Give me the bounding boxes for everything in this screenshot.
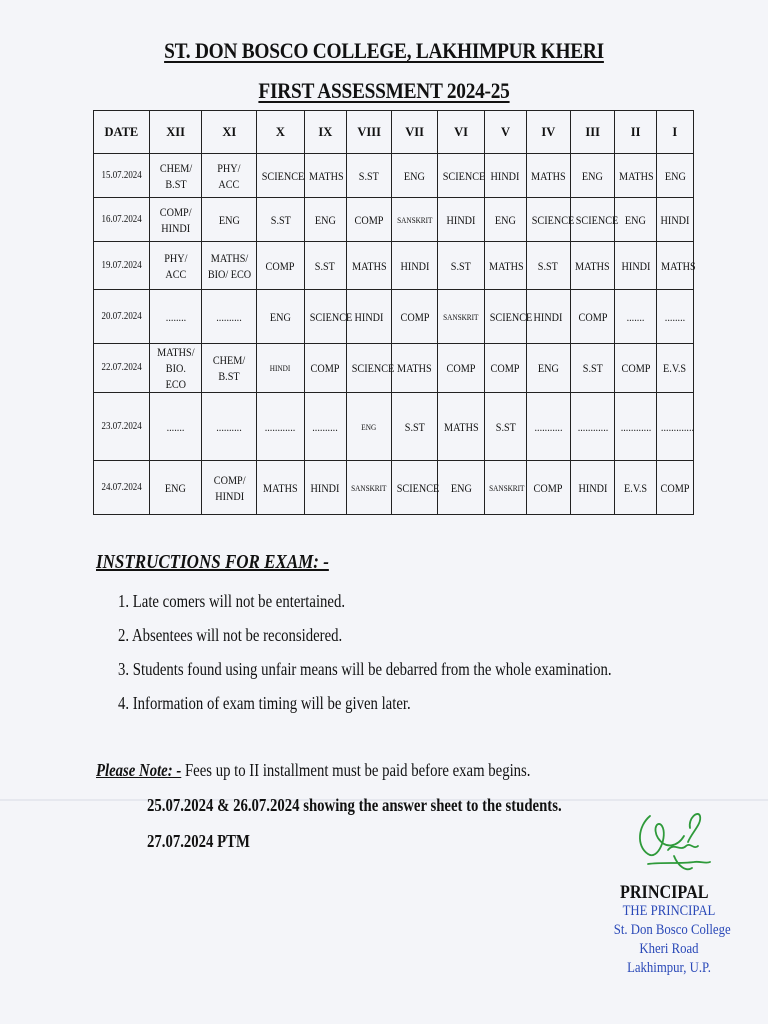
subject-cell [149,198,202,242]
subject-name: COMP/ HINDI [159,204,192,235]
subject-name: ........ [165,309,186,324]
subject-name: ............ [620,419,651,434]
subject-cell [149,154,202,198]
subject-name: MATHS [351,258,387,273]
subject-name: E.V.S [663,361,687,375]
subject-name: MATHS [575,258,611,273]
exam-date-cell [94,242,150,290]
subject-cell [202,344,257,393]
subject-cell [346,290,391,344]
note-label: Please Note: - [96,760,182,780]
exam-date: 15.07.2024 [101,169,142,181]
subject-cell [202,242,257,290]
column-header-class: VIII [346,111,391,154]
schedule-header-row [94,111,694,154]
instruction-item: 3. Students found using unfair means will be debarred from the whole examination. [118,659,612,679]
exam-date: 24.07.2024 [101,481,142,493]
subject-cell [346,344,395,393]
subject-name: SCIENCE [261,168,305,183]
subject-name: SCIENCE [351,361,395,375]
subject-cell [437,198,485,242]
subject-cell [346,461,391,515]
subject-cell [615,393,656,461]
subject-cell [346,242,391,290]
ptm-note: 27.07.2024 PTM [147,831,250,851]
subject-name: SANSKRIT [396,214,433,225]
exam-date: 22.07.2024 [101,362,142,373]
stamp-line: Lakhimpur, U.P. [627,960,711,976]
assessment-title: FIRST ASSESSMENT 2024-25 [258,78,510,103]
subject-name: SANSKRIT [489,482,525,493]
column-header-class: II [615,111,656,154]
subject-cell [485,154,526,198]
schedule-row [94,461,694,515]
subject-name: PHY/ ACC [163,250,188,281]
subject-cell [571,198,619,242]
subject-name: SCIENCE [309,309,352,324]
subject-name: ENG [218,212,240,227]
exam-date-cell [94,198,150,242]
subject-name: S.ST [495,419,516,434]
subject-cell [257,154,305,198]
subject-cell [615,154,656,198]
college-title: ST. DON BOSCO COLLEGE, LAKHIMPUR KHERI [164,38,604,63]
subject-name: HINDI [310,480,340,495]
subject-name: ENG [625,212,647,227]
column-header-date: DATE [94,111,150,154]
subject-name: COMP [578,309,608,324]
subject-cell [485,242,526,290]
subject-cell [615,461,656,515]
subject-name: ........ [664,309,686,324]
subject-cell [149,290,202,344]
column-header-class: XII [149,111,202,154]
subject-name: COMP [491,361,520,375]
subject-name: MATHS [397,361,432,375]
subject-name: CHEM/ B.ST [159,160,192,191]
subject-cell [437,344,485,393]
subject-name: ....... [166,419,185,434]
exam-date: 20.07.2024 [101,310,142,322]
schedule-row [94,154,694,198]
subject-cell [257,461,305,515]
subject-cell [202,154,257,198]
subject-name: HINDI [354,309,384,324]
subject-name: S.ST [404,419,425,434]
exam-date: 23.07.2024 [101,420,142,432]
principal-title: PRINCIPAL [620,882,709,903]
subject-name: HINDI [660,212,690,227]
subject-cell [202,461,257,515]
column-header-class: IV [526,111,570,154]
subject-cell [149,393,202,461]
subject-name: ENG [495,212,516,227]
subject-name: HINDI [446,212,476,227]
subject-name: S.ST [359,168,380,183]
subject-cell [656,154,693,198]
subject-name: ENG [582,168,604,183]
subject-name: MATHS [531,168,566,183]
subject-cell [392,198,437,242]
subject-name: HINDI [400,258,430,273]
subject-name: COMP [621,361,651,375]
subject-cell [656,344,693,393]
subject-cell [257,242,305,290]
subject-name: ENG [537,361,559,375]
subject-cell [485,344,526,393]
instructions-list [118,587,720,723]
subject-name: SANSKRIT [351,482,387,493]
subject-name: S.ST [451,258,472,273]
subject-name: .......... [312,419,339,434]
subject-cell [149,344,202,393]
subject-cell [392,393,437,461]
subject-cell [571,461,615,515]
subject-name: HINDI [270,363,291,373]
subject-cell [571,344,615,393]
column-header-class: IX [304,111,346,154]
subject-cell [202,198,257,242]
subject-cell [392,242,437,290]
subject-name: ENG [269,309,291,324]
subject-name: .......... [216,419,243,434]
subject-cell [304,461,346,515]
subject-name: MATHS [263,480,298,495]
subject-name: CHEM/ B.ST [213,353,246,383]
exam-date: 19.07.2024 [101,259,142,271]
subject-cell [392,461,440,515]
subject-cell [526,154,570,198]
subject-name: ....... [626,309,645,324]
subject-name: S.ST [270,212,291,227]
fees-note [96,760,530,781]
subject-cell [257,198,305,242]
subject-cell [526,344,570,393]
subject-name: SCIENCE [442,168,486,183]
schedule-row [94,344,694,393]
subject-cell [485,198,526,242]
principal-stamp [613,902,731,978]
exam-date-cell [94,393,150,461]
subject-cell [656,242,696,290]
subject-name: ENG [314,212,336,227]
instruction-item: 2. Absentees will not be reconsidered. [118,625,343,645]
instruction-item: 4. Information of exam timing will be given later. [118,693,411,713]
subject-name: MATHS/ BIO/ ECO [207,250,251,281]
subject-cell [615,198,656,242]
subject-name: .......... [216,309,243,324]
subject-name: COMP [265,258,295,273]
subject-name: ............. [660,419,694,434]
subject-cell [346,393,391,461]
subject-cell [526,290,570,344]
column-header-class: III [571,111,615,154]
subject-name: E.V.S [624,480,648,495]
subject-name: COMP/ HINDI [213,472,246,503]
answer-sheet-note: 25.07.2024 & 26.07.2024 showing the answer sheet to the students. [147,795,562,815]
subject-name: COMP [446,361,476,375]
subject-cell [392,344,437,393]
subject-name: S.ST [315,258,336,273]
subject-cell [437,154,485,198]
subject-cell [304,242,346,290]
subject-cell [485,461,526,515]
subject-name: SCIENCE [397,480,440,495]
column-header-class: XI [202,111,257,154]
subject-cell [485,290,533,344]
subject-cell [304,393,346,461]
subject-cell [149,461,202,515]
subject-name: COMP [660,480,690,495]
subject-name: S.ST [582,361,603,375]
subject-name: HINDI [533,309,563,324]
subject-name: SCIENCE [531,212,574,227]
subject-cell [346,198,391,242]
subject-name: ........... [534,419,563,434]
instruction-item: 1. Late comers will not be entertained. [118,591,346,611]
subject-name: MATHS/ BIO. ECO [156,345,195,391]
exam-date-cell [94,344,150,393]
exam-schedule-table [93,110,694,515]
subject-cell [571,242,615,290]
subject-cell [615,344,656,393]
subject-cell [257,344,305,393]
subject-name: ............ [577,419,609,434]
subject-cell [346,154,391,198]
principal-signature [628,806,728,886]
subject-cell [304,198,346,242]
exam-date-cell [94,461,150,515]
subject-name: S.ST [538,258,559,273]
column-header-class: VII [392,111,437,154]
subject-cell [571,393,615,461]
subject-name: MATHS [660,258,696,273]
schedule-row [94,198,694,242]
subject-name: SANSKRIT [443,311,479,322]
subject-cell [437,242,485,290]
subject-cell [656,198,693,242]
subject-cell [615,242,656,290]
subject-name: COMP [354,212,384,227]
subject-name: HINDI [491,168,520,183]
subject-cell [656,290,693,344]
schedule-row [94,290,694,344]
subject-name: HINDI [621,258,651,273]
column-header-class: VI [437,111,485,154]
subject-cell [202,290,257,344]
subject-name: COMP [400,309,430,324]
instructions-heading: INSTRUCTIONS FOR EXAM: - [96,551,329,573]
subject-cell [485,393,526,461]
subject-cell [656,461,693,515]
subject-cell [437,461,485,515]
subject-cell [304,344,346,393]
subject-cell [149,242,202,290]
subject-cell [304,154,346,198]
subject-name: ENG [404,168,426,183]
subject-cell [526,461,570,515]
subject-name: SCIENCE [575,212,619,227]
subject-cell [257,290,305,344]
schedule-row [94,242,694,290]
exam-date-cell [94,154,150,198]
subject-name: ............ [265,419,296,434]
subject-cell [257,393,305,461]
subject-cell [392,154,437,198]
subject-name: PHY/ ACC [217,160,241,191]
subject-cell [304,290,352,344]
subject-cell [656,393,693,461]
subject-name: MATHS [443,419,479,434]
subject-cell [202,393,257,461]
subject-name: HINDI [578,480,608,495]
subject-cell [615,290,656,344]
column-header-class: X [257,111,305,154]
schedule-row [94,393,694,461]
subject-name: SCIENCE [490,309,533,324]
subject-name: COMP [533,480,563,495]
subject-cell [437,393,485,461]
subject-cell [526,242,570,290]
exam-date: 16.07.2024 [101,213,142,225]
subject-cell [437,290,485,344]
stamp-line: THE PRINCIPAL [622,903,716,919]
subject-name: COMP [310,361,340,375]
subject-name: ENG [450,480,472,495]
note-text: Fees up to II installment must be paid before exam begins. [181,760,531,780]
exam-date-cell [94,290,150,344]
subject-cell [526,198,574,242]
subject-name: ENG [165,480,187,495]
subject-name: MATHS [489,258,524,273]
subject-cell [571,290,615,344]
subject-name: ENG [664,168,686,183]
subject-cell [571,154,615,198]
subject-cell [392,290,437,344]
stamp-line: St. Don Bosco College [613,922,731,938]
subject-name: ENG [361,421,377,432]
subject-name: MATHS [308,168,344,183]
subject-name: MATHS [619,168,655,183]
subject-cell [526,393,570,461]
column-header-class: I [656,111,693,154]
column-header-class: V [485,111,526,154]
stamp-line: Kheri Road [639,941,699,957]
